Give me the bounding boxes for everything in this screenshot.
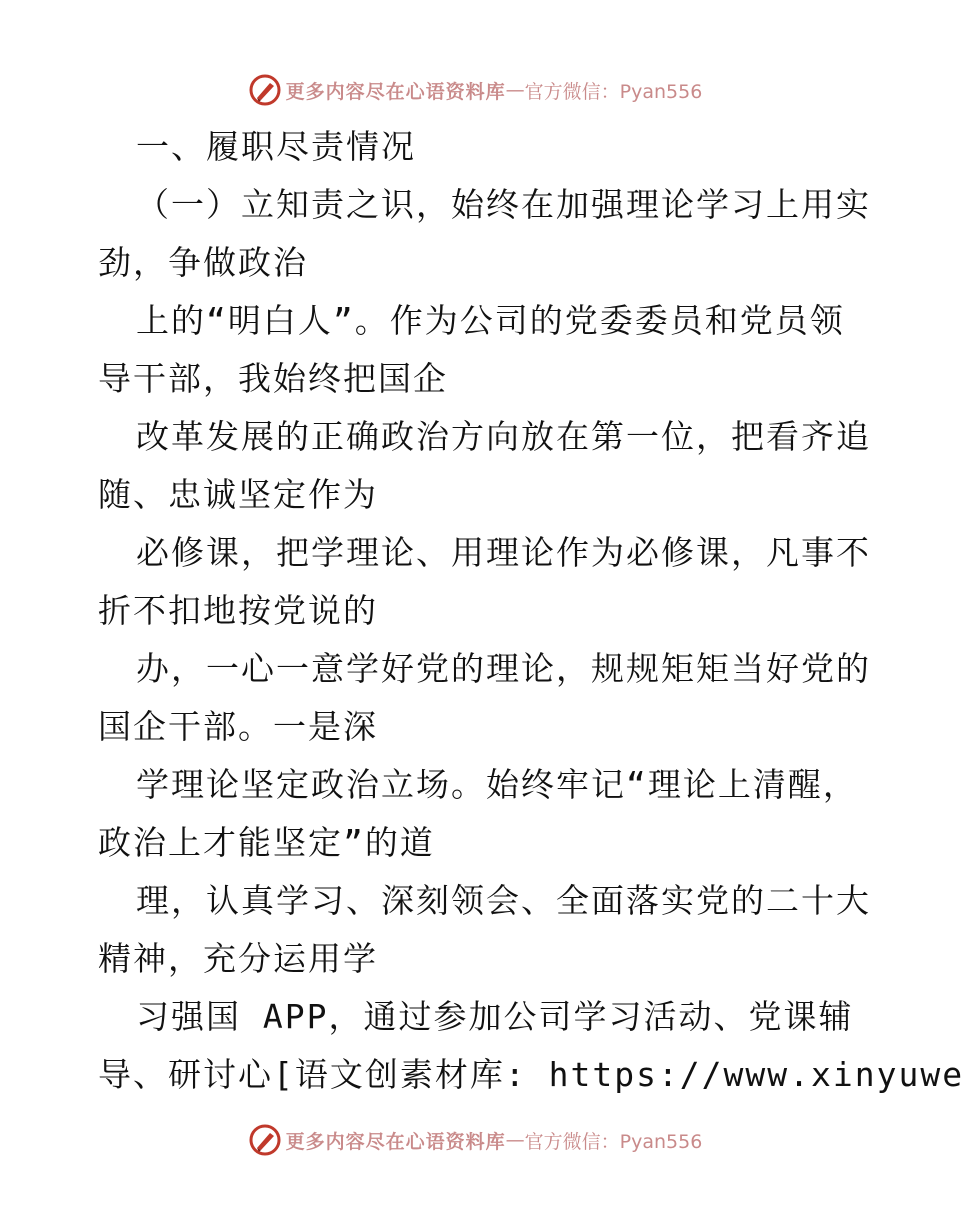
text-line: 劲，争做政治	[98, 243, 308, 282]
text-line: 导干部，我始终把国企	[98, 359, 448, 398]
banner-separator: —	[505, 79, 525, 101]
text-line: 国企干部。一是深	[98, 707, 378, 746]
document-body	[98, 118, 964, 1104]
header-watermark-banner	[0, 70, 950, 110]
text-line: 必修课，把学理论、用理论作为必修课，凡事不	[136, 533, 871, 572]
text-line: 理，认真学习、深刻领会、全面落实党的二十大	[136, 881, 871, 920]
text-line: 一、履职尽责情况	[136, 127, 416, 166]
banner-contact: 官方微信：Pyan556	[524, 80, 703, 103]
text-line: 精神，充分运用学	[98, 939, 378, 978]
text-line: 折不扣地按党说的	[98, 591, 378, 630]
text-line: （一）立知责之识，始终在加强理论学习上用实	[136, 185, 871, 224]
text-line: 习强国 APP，通过参加公司学习活动、党课辅	[136, 997, 854, 1036]
banner-title: 更多内容尽在心语资料库	[285, 1130, 506, 1153]
text-line: 随、忠诚坚定作为	[98, 475, 378, 514]
pen-logo-icon	[248, 73, 282, 107]
text-line: 改革发展的正确政治方向放在第一位，把看齐追	[136, 417, 871, 456]
text-line: 上的“明白人”。作为公司的党委委员和党员领	[136, 301, 845, 340]
pen-logo-icon	[248, 1123, 282, 1157]
banner-contact: 官方微信：Pyan556	[524, 1130, 703, 1153]
text-line: 政治上才能坚定”的道	[98, 823, 435, 862]
banner-separator: —	[505, 1129, 525, 1151]
text-line: 办，一心一意学好党的理论，规规矩矩当好党的	[136, 649, 871, 688]
footer-watermark-banner	[0, 1120, 950, 1160]
text-line: 学理论坚定政治立场。始终牢记“理论上清醒，	[136, 765, 858, 804]
banner-title: 更多内容尽在心语资料库	[285, 80, 506, 103]
text-line: 导、研讨心[语文创素材库: https://www.xinyuwe	[98, 1055, 964, 1094]
